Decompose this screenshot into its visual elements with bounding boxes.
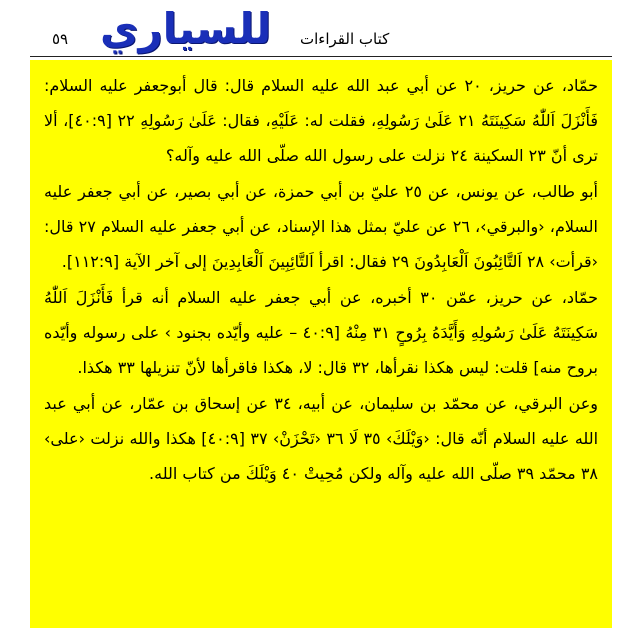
highlighted-text-panel [30, 60, 612, 628]
paragraph-2: أبو طالب، عن يونس، عن ٢٥ عليّ بن أبي حمزة، عن أبي بصير، عن أبي جعفر عليه السلام، ‹والبرقي›، ٢٦ عن عليّ بمثل هذا الإسناد، عن أبي جعفر عليه السلام ٢٧ قال: ‹قرأت› ٢٨ اَلتَّائِبُونَ اَلْعَابِدُونَ ٢٩ فقال: اقرأ اَلتَّائِبِينَ اَلْعَابِدِينَ إلى آخر الآية [١١٢:٩]. [44, 182, 599, 271]
page-number: ٥٩ [52, 30, 69, 48]
header-rule [30, 56, 612, 57]
paragraph-3: حمّاد، عن حريز، عمّن ٣٠ أخبره، عن أبي جعفر عليه السلام أنه قرأ فَأَنْزَلَ اَللّٰهُ سَكِينَتَهُ عَلَىٰ رَسُولِهِ وَأَيَّدَهُ بِرُوحٍ ٣١ مِنْهُ [٤٠:٩ – عليه وأيّده بجنود › على رسوله وأيّده بروح منه] قلت: ليس هكذا نقرأها، ٣٢ قال: لا، هكذا فاقرأها لأنّ تنزيلها ٣٣ هكذا. [44, 288, 599, 377]
site-logo: للسياري [100, 4, 272, 53]
paragraph-1: حمّاد، عن حريز، ٢٠ عن أبي عبد الله عليه السلام قال: قال أبوجعفر عليه السلام: فَأَنْزَلَ اَللّٰهُ سَكِينَتَهُ ٢١ عَلَىٰ رَسُولِهِ، فقلت له: عَلَيْهِ، فقال: عَلَىٰ رَسُولِهِ ٢٢ [٤٠:٩]، ألا ترى أنّ ٢٣ السكينة ٢٤ نزلت على رسول الله صلّى الله عليه وآله؟ [44, 76, 599, 165]
page-header [0, 0, 640, 58]
paragraph-4: وعن البرقي، عن محمّد بن سليمان، عن أبيه، ٣٤ عن إسحاق بن عمّار، عن أبي عبد الله عليه السلام أنّه قال: ‹وَيْلَكَ› ٣٥ لَا ٣٦ ‹تَحْزَنْ› ٣٧ [٤٠:٩] هكذا والله نزلت ‹على› ٣٨ محمّد ٣٩ صلّى الله عليه وآله ولكن مُحِيتْ ٤٠ وَيْلَكَ من كتاب الله. [44, 394, 599, 483]
book-title: كتاب القراءات [300, 30, 390, 48]
